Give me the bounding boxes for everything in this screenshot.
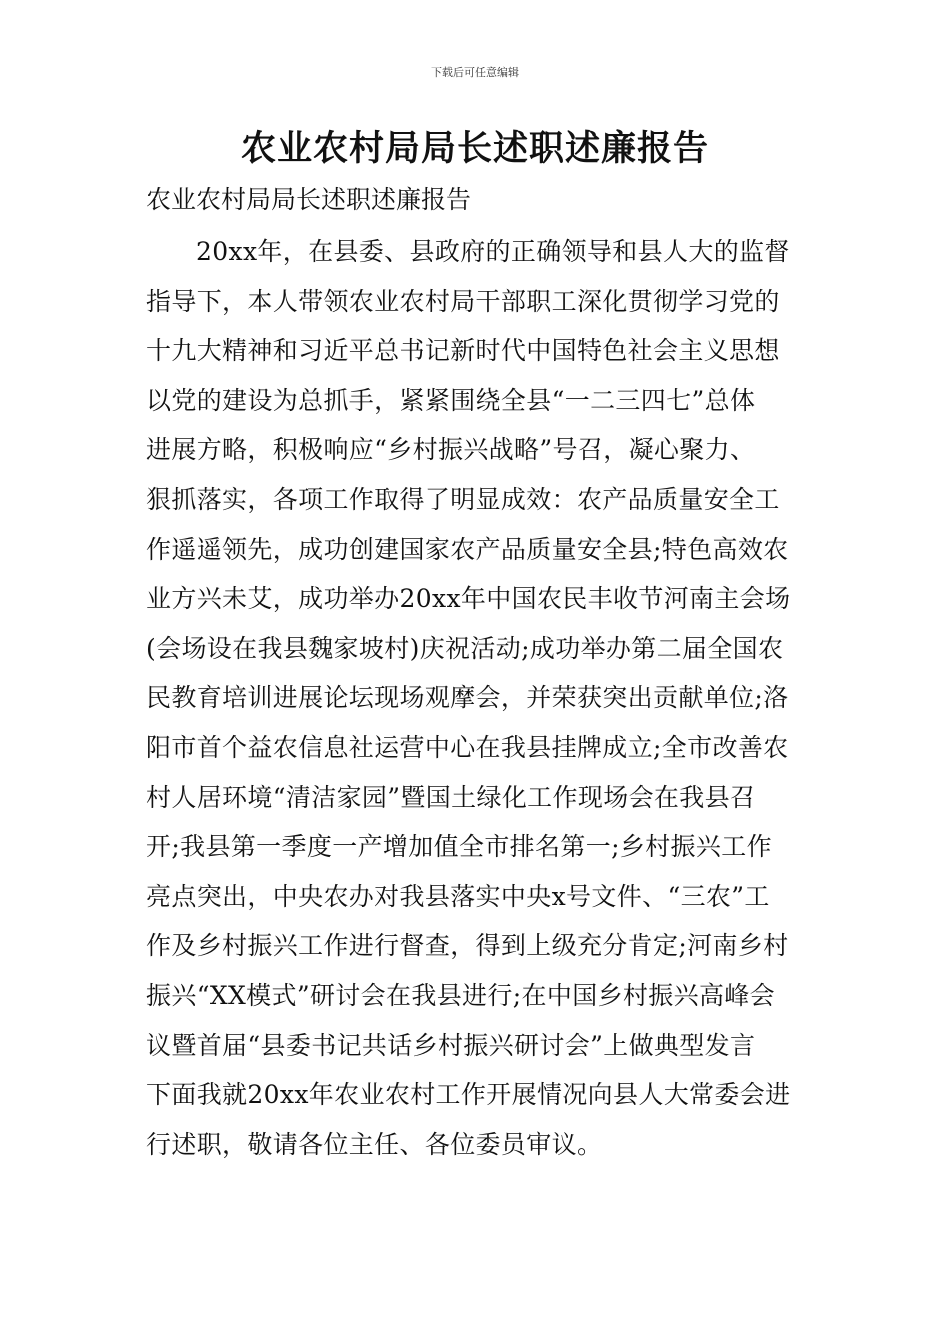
body-line: 作遥遥领先，成功创建国家农产品质量安全县;特色高效农 bbox=[146, 534, 789, 564]
body-line: 进展方略，积极响应“乡村振兴战略”号召，凝心聚力、 bbox=[146, 435, 756, 465]
body-line: 十九大精神和习近平总书记新时代中国特色社会主义思想 bbox=[146, 336, 780, 366]
body-line: 以党的建设为总抓手，紧紧围绕全县“一二三四七”总体 bbox=[146, 385, 756, 415]
header-note: 下载后可任意编辑 bbox=[431, 66, 519, 79]
body-line: 民教育培训进展论坛现场观摩会，并荣获突出贡献单位;洛 bbox=[146, 683, 789, 713]
body-line: 狠抓落实，各项工作取得了明显成效：农产品质量安全工 bbox=[146, 484, 780, 514]
body-line: 20xx年，在县委、县政府的正确领导和县人大的监督 bbox=[196, 237, 790, 266]
body-line: 业方兴未艾，成功举办20xx年中国农民丰收节河南主会场 bbox=[146, 584, 791, 614]
body-line: 村人居环境“清洁家园”暨国土绿化工作现场会在我县召 bbox=[146, 782, 756, 812]
body-line: (会场设在我县魏家坡村)庆祝活动;成功举办第二届全国农 bbox=[146, 633, 784, 663]
body-line: 行述职，敬请各位主任、各位委员审议。 bbox=[146, 1129, 603, 1159]
body-line: 指导下，本人带领农业农村局干部职工深化贯彻学习党的 bbox=[146, 286, 780, 316]
body-line: 作及乡村振兴工作进行督查，得到上级充分肯定;河南乡村 bbox=[146, 931, 789, 961]
body-text bbox=[146, 227, 816, 1169]
body-line: 阳市首个益农信息社运营中心在我县挂牌成立;全市改善农 bbox=[146, 732, 789, 762]
body-line: 议暨首届“县委书记共话乡村振兴研讨会”上做典型发言 bbox=[146, 1030, 756, 1060]
document-subtitle: 农业农村局局长述职述廉报告 bbox=[146, 185, 472, 214]
document-title: 农业农村局局长述职述廉报告 bbox=[240, 128, 709, 169]
body-line: 下面我就20xx年农业农村工作开展情况向县人大常委会进 bbox=[146, 1080, 791, 1110]
body-line: 振兴“XX模式”研讨会在我县进行;在中国乡村振兴高峰会 bbox=[146, 980, 776, 1010]
body-line: 亮点突出，中央农办对我县落实中央x号文件、“三农”工 bbox=[146, 881, 770, 911]
body-line: 开;我县第一季度一产增加值全市排名第一;乡村振兴工作 bbox=[146, 832, 772, 862]
